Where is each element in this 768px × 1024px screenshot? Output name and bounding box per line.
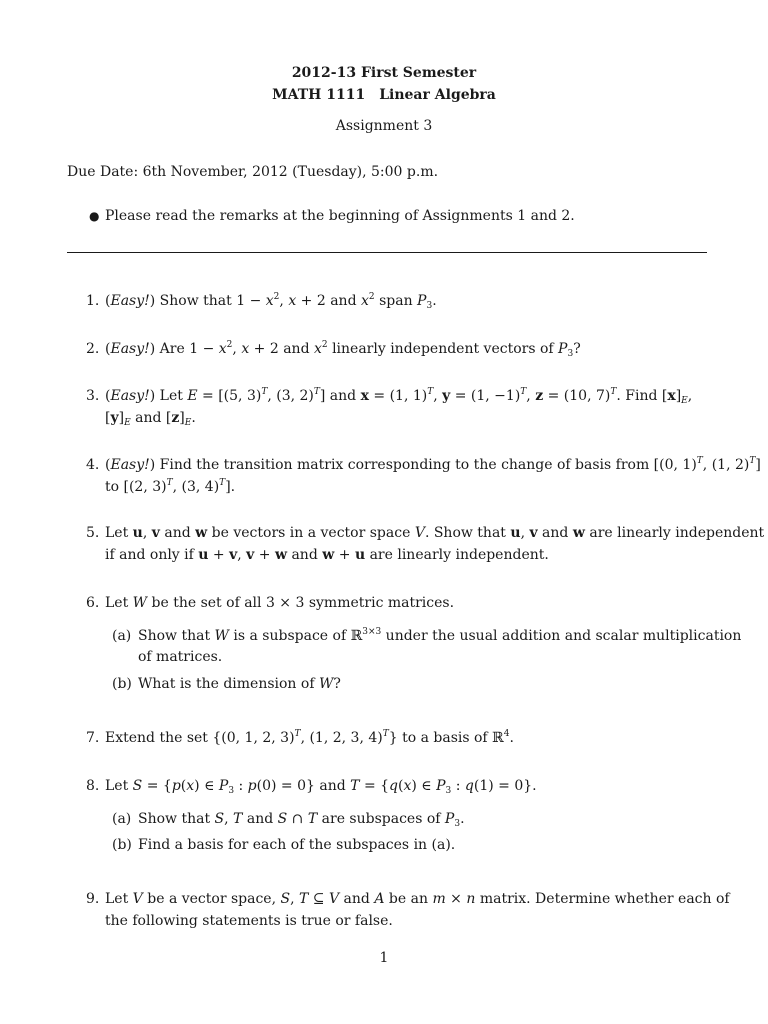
question-number: 5. bbox=[86, 525, 100, 541]
question-text-cont: if and only if u + v, v + w and w + u are linearly independent. bbox=[105, 547, 549, 563]
course-name: Linear Algebra bbox=[379, 87, 496, 103]
part-text: Show that S, T and S ∩ T are subspaces of $P_3$. bbox=[138, 811, 465, 829]
question-text: (Easy!) Let E = [(5, 3)$^T$, (3, 2)$^T$] and x = (1, 1)$^T$, y = (1, −1)$^T$, z = (10, 7)$^T$. Find $[x]_E$, bbox=[105, 387, 693, 406]
part-text: Find a basis for each of the subspaces in (a). bbox=[138, 837, 456, 853]
question-number: 9. bbox=[86, 891, 100, 907]
course-title bbox=[0, 88, 768, 102]
question-number: 4. bbox=[86, 457, 100, 473]
part-label: (b) bbox=[112, 676, 132, 692]
question-text: Let V be a vector space, S, T ⊆ V and A be an m × n matrix. Determine whether each of bbox=[105, 891, 730, 907]
question-number: 7. bbox=[86, 730, 100, 746]
semester-title: 2012-13 First Semester bbox=[291, 65, 477, 81]
divider bbox=[67, 252, 707, 253]
question-text: Let u, v and w be vectors in a vector space V. Show that u, v and w are linearly independent bbox=[105, 525, 765, 541]
question-text-cont: $[y]_E$ and $[z]_E$. bbox=[105, 410, 196, 428]
bullet-icon: ● bbox=[89, 209, 100, 223]
question-text-cont: the following statements is true or false. bbox=[105, 913, 393, 929]
question-text: Extend the set {(0, 1, 2, 3)$^T$, (1, 2, 3, 4)$^T$} to a basis of ℝ$^4$. bbox=[105, 729, 514, 746]
due-date: Due Date: 6th November, 2012 (Tuesday), 5:00 p.m. bbox=[67, 164, 439, 180]
question-text: (Easy!) Show that $1 - x^2$, x + 2 and $x^2$ span $P_3$. bbox=[105, 292, 437, 311]
part-label: (b) bbox=[112, 837, 132, 853]
question-number: 8. bbox=[86, 778, 100, 794]
question-number: 1. bbox=[86, 293, 100, 309]
part-text: Show that W is a subspace of ℝ$^{3\times 3}$ under the usual addition and scalar multiplication bbox=[138, 627, 742, 644]
part-text-cont: of matrices. bbox=[138, 649, 223, 665]
question-text: (Easy!) Are $1 - x^2$, x + 2 and $x^2$ linearly independent vectors of $P_3$? bbox=[105, 340, 581, 359]
question-text-cont: to [(2, 3)$^T$, (3, 4)$^T$]. bbox=[105, 478, 236, 495]
question-text: Let W be the set of all 3 × 3 symmetric matrices. bbox=[105, 595, 455, 611]
assignment-title: Assignment 3 bbox=[335, 118, 433, 134]
remark-text: Please read the remarks at the beginning of Assignments 1 and 2. bbox=[105, 208, 575, 224]
question-text: Let S = {p(x) ∈ $P_3$ : p(0) = 0} and T = {q(x) ∈ $P_3$ : q(1) = 0}. bbox=[105, 778, 537, 796]
part-label: (a) bbox=[112, 811, 132, 827]
course-code: MATH 1111 bbox=[272, 87, 366, 103]
question-number: 3. bbox=[86, 388, 100, 404]
part-label: (a) bbox=[112, 628, 132, 644]
page-number: 1 bbox=[379, 950, 389, 966]
question-text: (Easy!) Find the transition matrix corresponding to the change of basis from [(0, 1)$^T$, (1, 2)$^T$] bbox=[105, 456, 761, 473]
question-number: 6. bbox=[86, 595, 100, 611]
question-number: 2. bbox=[86, 341, 100, 357]
part-text: What is the dimension of W? bbox=[138, 676, 341, 692]
